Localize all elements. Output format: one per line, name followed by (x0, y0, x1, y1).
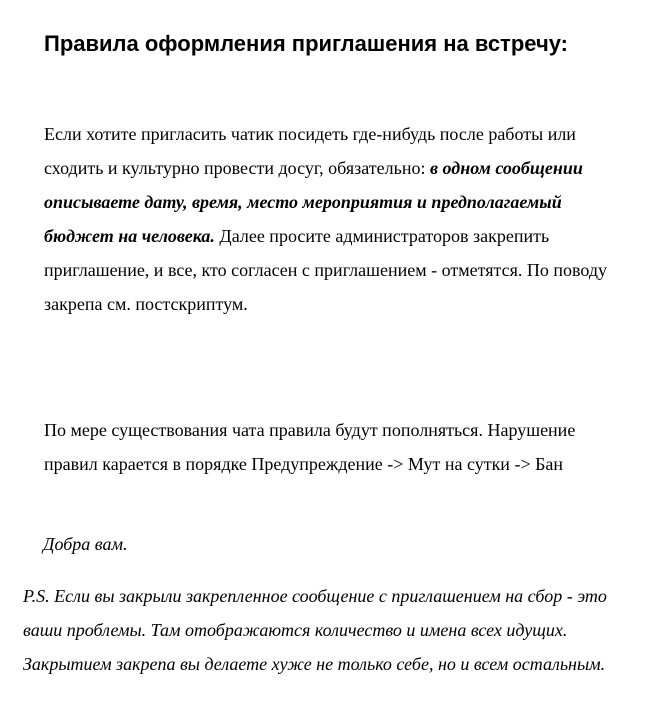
rules-emphasis-text: в одном сообщении описываете дату, время, место мероприятия и предполагаемый бюджет на человека. (44, 158, 583, 246)
invitation-rules-paragraph (44, 117, 624, 321)
penalties-paragraph: По мере существования чата правила будут пополняться. Нарушение правил карается в порядке Предупреждение -> Мут на сутки -> Бан (44, 420, 576, 474)
greeting-text: Добра вам. (43, 534, 128, 554)
rules-intro-text: Если хотите пригласить чатик посидеть где-нибудь после работы или сходить и культурно провести досуг, обязательно: (44, 124, 576, 178)
postscript-paragraph: P.S. Если вы закрыли закрепленное сообщение с приглашением на сбор - это ваши проблемы. Там отображаются количество и имена всех идущих. Закрытием закрепа вы делаете хуже не только себе, но и всем остальным. (23, 586, 607, 674)
rules-outro-text: Далее просите администраторов закрепить приглашение, и все, кто согласен с приглашением - отметятся. По поводу закрепа см. постскриптум. (44, 226, 608, 314)
document-heading: Правила оформления приглашения на встречу: (44, 31, 569, 56)
